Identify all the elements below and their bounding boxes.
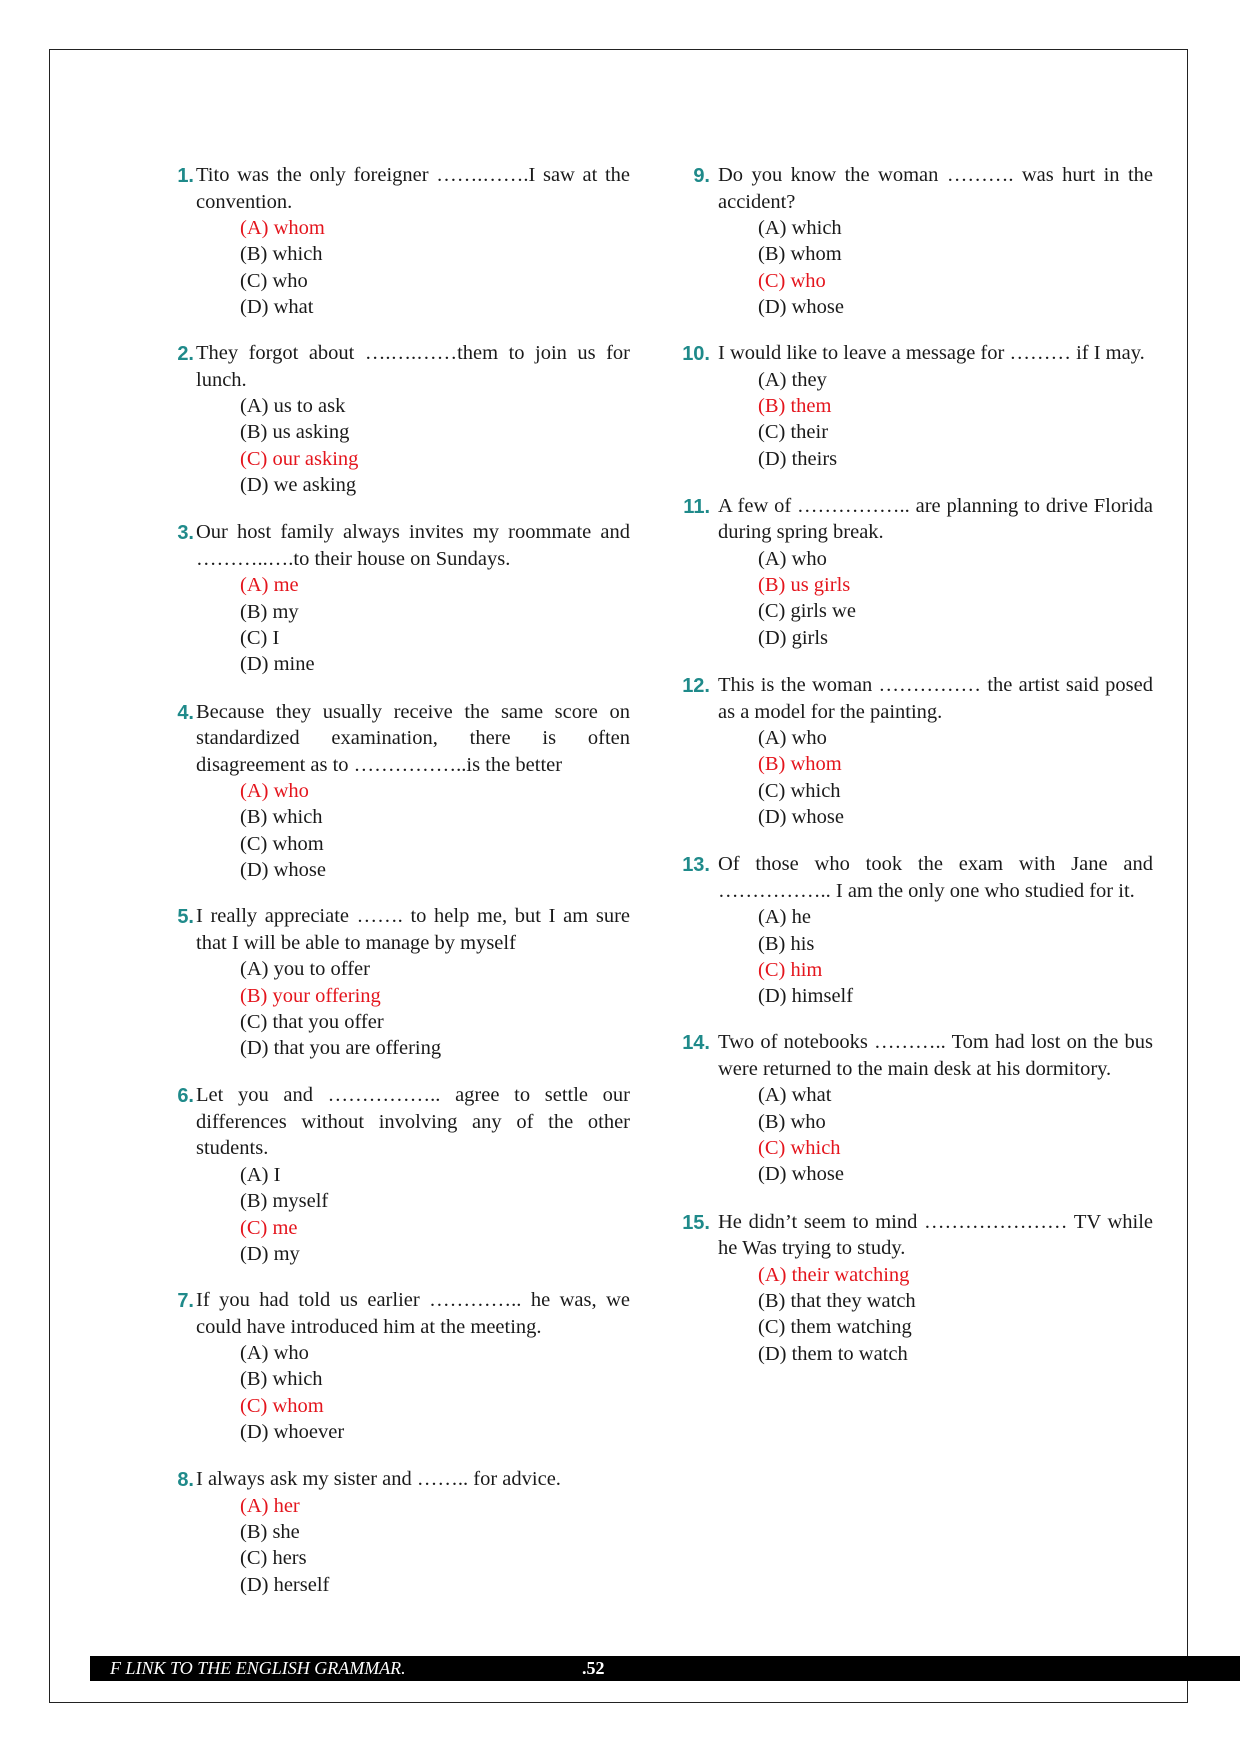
option: (D) whoever	[240, 1421, 345, 1444]
question-1	[160, 162, 630, 320]
question-number: 7.	[177, 1290, 194, 1313]
option-list	[240, 1162, 630, 1267]
question-13	[678, 851, 1153, 1009]
option: (A) what	[758, 1084, 832, 1107]
option-list	[240, 215, 630, 320]
question-number: 15.	[682, 1211, 710, 1234]
option: (B) his	[758, 932, 815, 955]
question-stem: I always ask my sister and …….. for advice.	[196, 1468, 561, 1491]
option-list	[758, 1082, 1153, 1187]
left-question-column	[160, 162, 630, 1598]
option: (B) whom	[758, 243, 842, 266]
question-stem: Tito was the only foreigner …….…….I saw at the convention.	[196, 164, 630, 213]
option: (A) who	[758, 547, 827, 570]
option: (D) whose	[758, 805, 844, 828]
question-stem: Two of notebooks ……….. Tom had lost on the bus were returned to the main desk at his dormitory.	[718, 1031, 1153, 1080]
question-stem: Let you and …………….. agree to settle our differences without involving any of the other students.	[196, 1084, 630, 1160]
option: (D) what	[240, 295, 314, 318]
option: (A) they	[758, 368, 827, 391]
option: (C) I	[240, 626, 280, 649]
option: (B) which	[240, 1368, 323, 1391]
option-correct: (A) whom	[240, 217, 325, 239]
question-stem: I really appreciate ……. to help me, but I am sure that I will be able to manage by myself	[196, 905, 630, 954]
option: (C) whom	[240, 832, 324, 855]
option: (A) I	[240, 1163, 281, 1186]
question-number: 12.	[682, 675, 710, 698]
option-correct: (B) whom	[758, 753, 842, 776]
question-number: 1.	[177, 165, 194, 187]
question-number: 9.	[693, 165, 710, 187]
question-4	[160, 699, 630, 884]
option-correct: (C) him	[758, 958, 823, 981]
question-10	[678, 340, 1153, 472]
option-correct: (A) her	[240, 1494, 300, 1517]
option: (B) myself	[240, 1190, 329, 1213]
question-15	[678, 1209, 1153, 1367]
option: (D) that you are offering	[240, 1037, 442, 1060]
option-correct: (A) their watching	[758, 1263, 910, 1286]
question-number: 3.	[177, 522, 194, 545]
option: (B) that they watch	[758, 1289, 916, 1312]
question-number: 6.	[177, 1085, 194, 1108]
option-list	[758, 367, 1153, 472]
option: (C) hers	[240, 1547, 307, 1570]
question-number: 8.	[177, 1469, 194, 1492]
question-stem: Do you know the woman ………. was hurt in the accident?	[718, 164, 1153, 213]
option-list	[758, 546, 1153, 651]
option-correct: (B) them	[758, 394, 832, 417]
option: (D) whose	[758, 295, 844, 318]
option: (C) that you offer	[240, 1010, 384, 1033]
question-14	[678, 1029, 1153, 1187]
option: (B) who	[758, 1110, 826, 1133]
option: (B) us asking	[240, 421, 350, 444]
right-question-column	[678, 162, 1153, 1367]
option-correct: (C) whom	[240, 1394, 324, 1417]
question-2	[160, 340, 630, 498]
question-stem: Because they usually receive the same score on standardized examination, there is often disagreement as to ……………..is the better	[196, 700, 630, 776]
option-correct: (A) who	[240, 780, 309, 803]
option: (A) who	[758, 727, 827, 750]
option: (A) he	[758, 906, 811, 929]
option: (D) we asking	[240, 474, 357, 497]
option-list	[240, 778, 630, 883]
question-7	[160, 1287, 630, 1445]
option-list	[758, 1262, 1153, 1367]
question-3	[160, 519, 630, 677]
option-list	[240, 1493, 630, 1598]
option-list	[758, 215, 1153, 320]
option: (C) which	[758, 779, 841, 802]
option: (B) she	[240, 1521, 300, 1544]
option: (A) who	[240, 1342, 309, 1365]
option: (B) which	[240, 806, 323, 829]
question-stem: A few of …………….. are planning to drive Florida during spring break.	[718, 494, 1153, 544]
option: (C) them watching	[758, 1316, 912, 1339]
question-stem: They forgot about ….….……them to join us for lunch.	[196, 342, 630, 391]
question-stem: If you had told us earlier ………….. he was, we could have introduced him at the meeting.	[196, 1289, 630, 1338]
question-stem: This is the woman …………… the artist said posed as a model for the painting.	[718, 674, 1153, 723]
option: (D) theirs	[758, 447, 838, 470]
option: (B) which	[240, 243, 323, 266]
option: (C) their	[758, 421, 829, 444]
option-list	[240, 956, 630, 1061]
question-number: 14.	[682, 1032, 710, 1055]
option-correct: (B) your offering	[240, 984, 381, 1007]
question-8	[160, 1466, 630, 1598]
question-5	[160, 903, 630, 1061]
question-number: 11.	[683, 495, 710, 518]
question-number: 5.	[177, 906, 194, 929]
question-number: 13.	[682, 854, 710, 877]
question-stem: Of those who took the exam with Jane and …………….. I am the only one who studied for it.	[718, 853, 1153, 902]
option-correct: (C) which	[758, 1137, 841, 1160]
option: (D) himself	[758, 985, 854, 1008]
question-stem: Our host family always invites my roommate and ………..….to their house on Sundays.	[196, 521, 630, 570]
option-list	[240, 1340, 630, 1445]
option: (D) whose	[758, 1163, 844, 1186]
option: (A) us to ask	[240, 395, 346, 418]
option: (A) you to offer	[240, 958, 370, 981]
option: (D) whose	[240, 858, 326, 881]
option-list	[240, 572, 630, 677]
question-stem: He didn’t seem to mind ………………… TV while he Was trying to study.	[718, 1210, 1153, 1260]
option: (D) my	[240, 1242, 300, 1265]
option-list	[758, 904, 1153, 1009]
option: (D) them to watch	[758, 1342, 908, 1365]
question-stem: I would like to leave a message for ……… if I may.	[718, 342, 1145, 365]
question-11	[678, 493, 1153, 651]
option-correct: (B) us girls	[758, 574, 851, 597]
option-correct: (A) me	[240, 574, 299, 597]
question-number: 10.	[682, 343, 710, 366]
option: (D) mine	[240, 653, 315, 676]
question-number: 2.	[177, 343, 194, 366]
option-correct: (C) who	[758, 269, 826, 292]
option: (D) herself	[240, 1573, 330, 1596]
option-correct: (C) me	[240, 1216, 298, 1239]
question-6	[160, 1082, 630, 1267]
option-correct: (C) our asking	[240, 447, 359, 470]
option: (C) who	[240, 269, 308, 292]
option: (D) girls	[758, 626, 829, 649]
option: (C) girls we	[758, 600, 856, 623]
option-list	[758, 725, 1153, 830]
question-12	[678, 672, 1153, 830]
page-number: .52	[582, 1658, 605, 1678]
footer-title: F LINK TO THE ENGLISH GRAMMAR.	[110, 1658, 406, 1678]
option: (A) which	[758, 217, 842, 239]
option: (B) my	[240, 600, 299, 623]
question-number: 4.	[177, 701, 194, 724]
footer-bar	[90, 1656, 1240, 1681]
question-9	[678, 162, 1153, 320]
option-list	[240, 393, 630, 498]
